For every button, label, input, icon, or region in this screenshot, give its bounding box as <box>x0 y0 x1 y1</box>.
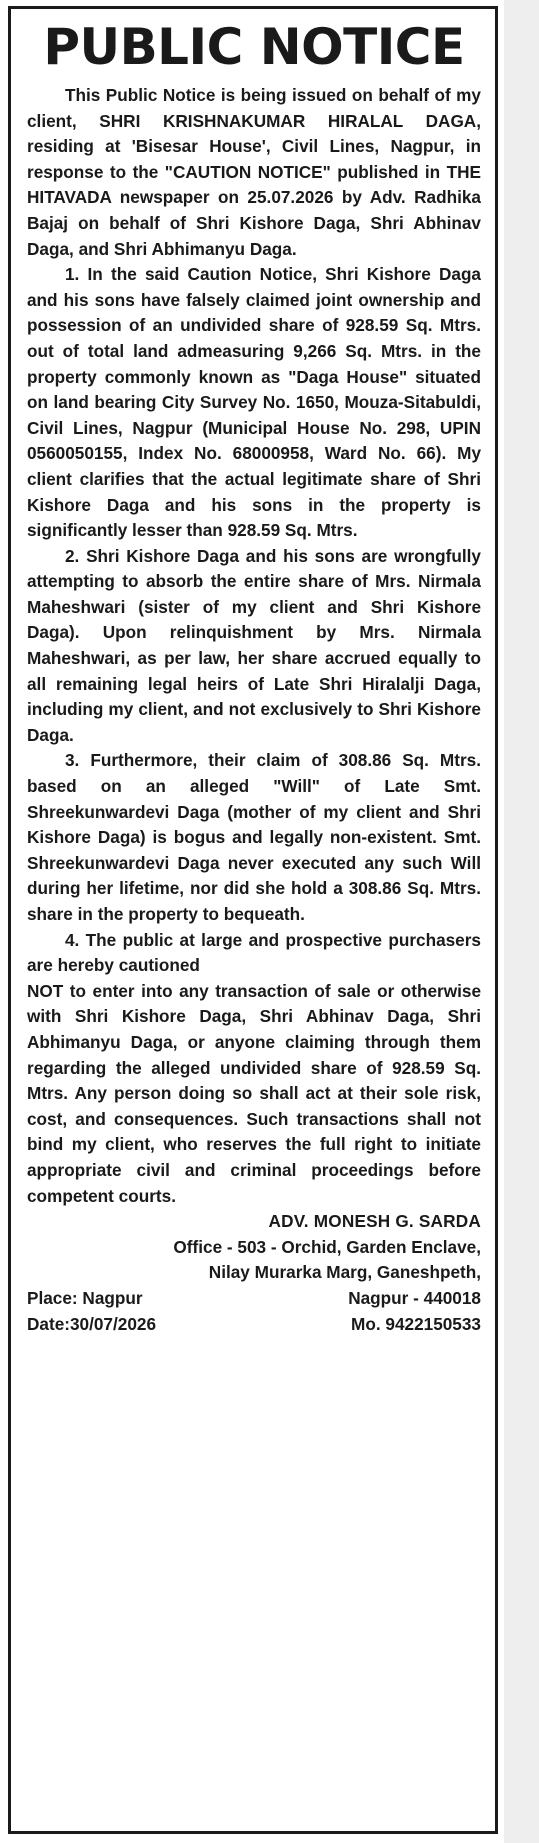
point-3-paragraph: 3. Furthermore, their claim of 308.86 Sq. Mtrs. based on an alleged "Will" of Late Smt. Shreekunwardevi Daga (mother of my client and Shri Kishore Daga) is bogus and legally non-existent. Smt. Shreekunwardevi Daga never executed any such Will during her lifetime, nor did she hold a 308.86 Sq. Mtrs. share in the property to bequeath. <box>27 750 481 924</box>
point-4-paragraph: 4. The public at large and prospective purchasers are hereby cautioned <box>27 929 481 976</box>
footer-row-place <box>27 1286 481 1312</box>
street-address: Nilay Murarka Marg, Ganeshpeth, <box>208 1262 481 1283</box>
notice-body <box>27 83 481 1209</box>
advocate-name: ADV. MONESH G. SARDA <box>268 1211 481 1232</box>
signature-block <box>27 1209 481 1286</box>
point-1-paragraph: 1. In the said Caution Notice, Shri Kishore Daga and his sons have falsely claimed joint ownership and possession of an undivided share of 928.59 Sq. Mtrs. out of total land admeasuring 9,266 Sq. Mtrs. in the property commonly known as "Daga House" situated on land bearing City Survey No. 1650, Mouza-Sitabuldi, Civil Lines, Nagpur (Municipal House No. 298, UPIN 0560050155, Index No. 68000958, Ward No. 66). My client clarifies that the actual legitimate share of Shri Kishore Daga and his sons in the property is significantly lesser than 928.59 Sq. Mtrs. <box>27 264 481 541</box>
date-label: Date:30/07/2026 <box>27 1313 156 1334</box>
page-edge-strip <box>504 0 539 1843</box>
mobile-number: Mo. 9422150533 <box>351 1313 481 1334</box>
city-pincode: Nagpur - 440018 <box>348 1287 481 1308</box>
intro-paragraph: This Public Notice is being issued on behalf of my client, SHRI KRISHNAKUMAR HIRALAL DAGA, residing at 'Bisesar House', Civil Lines, Nagpur, in response to the "CAUTION NOTICE" published in THE HITAVADA newspaper on 25.07.2026 by Adv. Radhika Bajaj on behalf of Shri Kishore Daga, Shri Abhinav Daga, and Shri Abhimanyu Daga. <box>27 85 481 259</box>
office-address: Office - 503 - Orchid, Garden Enclave, <box>173 1236 481 1257</box>
point-4-continuation: NOT to enter into any transaction of sale or otherwise with Shri Kishore Daga, Shri Abhinav Daga, Shri Abhimanyu Daga, or anyone claiming through them regarding the alleged undivided share of 928.59 Sq. Mtrs. Any person doing so shall act at their sole risk, cost, and consequences. Such transactions shall not bind my client, who reserves the full right to initiate appropriate civil and criminal proceedings before competent courts. <box>27 980 481 1206</box>
place-label: Place: Nagpur <box>27 1287 143 1308</box>
public-notice-frame <box>8 6 498 1834</box>
footer-row-date <box>27 1312 481 1338</box>
point-2-paragraph: 2. Shri Kishore Daga and his sons are wrongfully attempting to absorb the entire share of Mrs. Nirmala Maheshwari (sister of my client and Shri Kishore Daga). Upon relinquishment by Mrs. Nirmala Maheshwari, as per law, her share accrued equally to all remaining legal heirs of Late Shri Hiralalji Daga, including my client, and not exclusively to Shri Kishore Daga. <box>27 545 481 745</box>
notice-title: PUBLIC NOTICE <box>43 18 465 76</box>
